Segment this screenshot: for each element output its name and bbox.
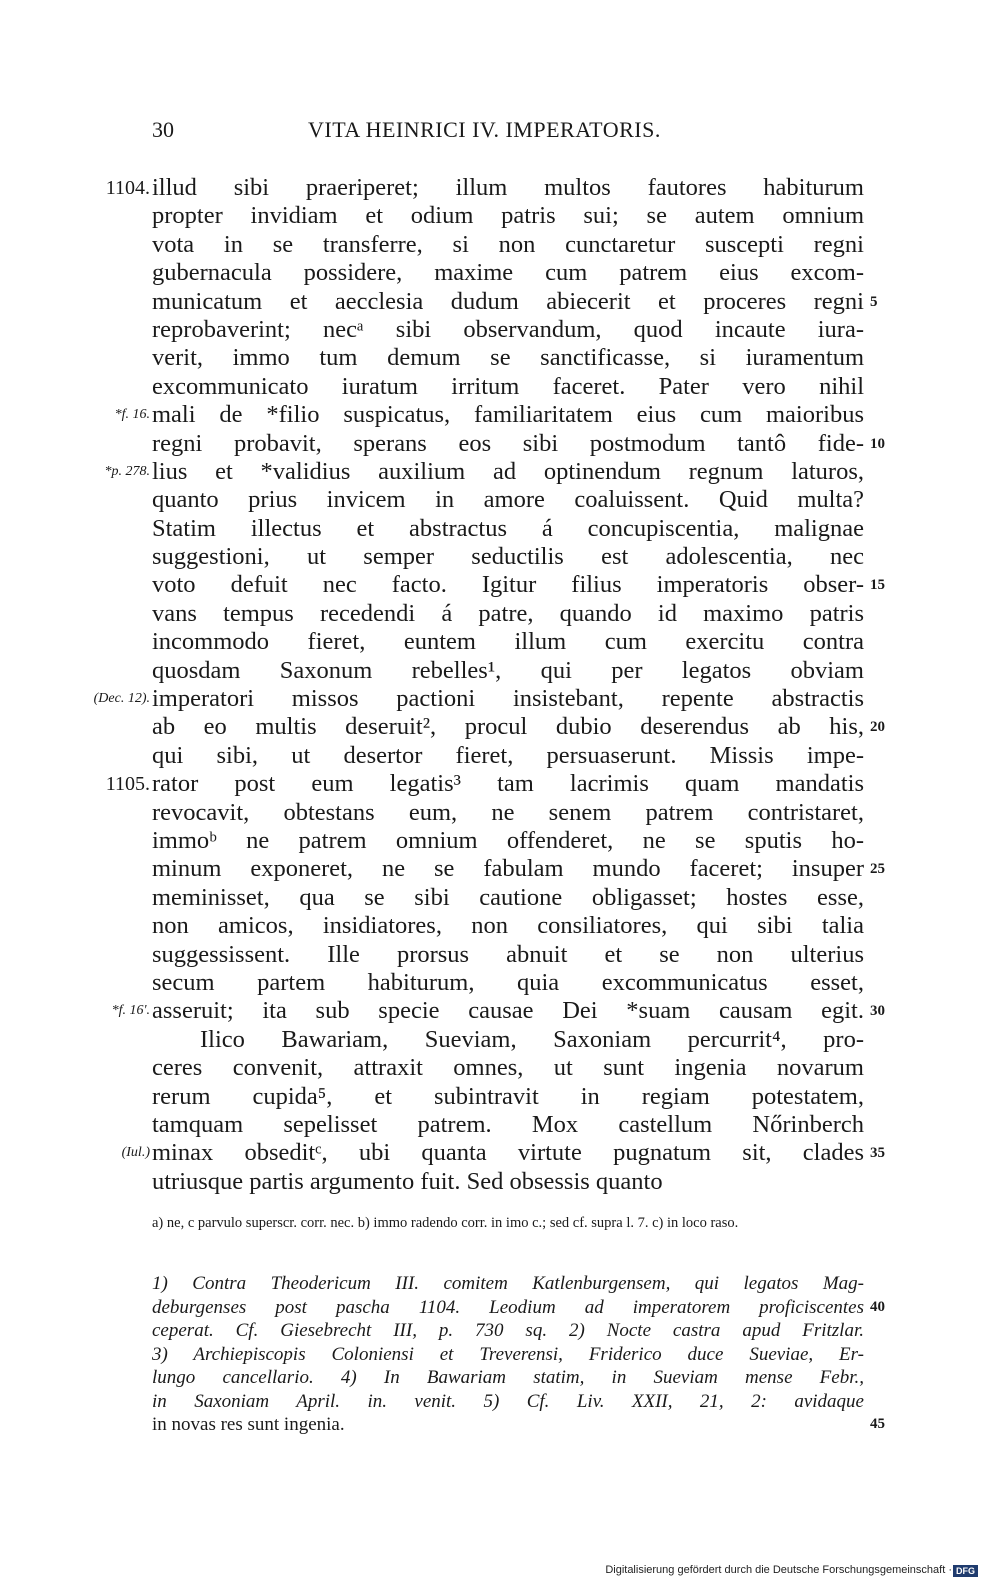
- line-text: reprobaverint; necᵃ sibi observandum, quod incaute iura-: [152, 315, 864, 343]
- text-line: [0, 1054, 1000, 1082]
- text-line: [0, 344, 1000, 372]
- line-text: Statim illectus et abstractus á concupiscentia, malignae: [152, 514, 864, 542]
- footnote-text: in Saxoniam April. in. venit. 5) Cf. Liv. XXII, 21, 2: avidaque: [152, 1390, 864, 1412]
- line-number: 45: [870, 1416, 885, 1432]
- line-text: gubernacula possidere, maxime cum patrem eius excom-: [152, 259, 864, 287]
- line-text: verit, immo tum demum se sanctificasse, si iuramentum: [152, 344, 864, 372]
- text-line: [0, 600, 1000, 628]
- text-line: [0, 799, 1000, 827]
- footnotes: [0, 1272, 1000, 1437]
- text-line: [0, 571, 1000, 599]
- margin-note: (Iul.): [121, 1145, 150, 1161]
- line-number: 25: [870, 861, 885, 878]
- text-line: [0, 969, 1000, 997]
- line-number: 35: [870, 1145, 885, 1162]
- text-line: [0, 316, 1000, 344]
- footnote-line: [0, 1272, 1000, 1296]
- text-line: [0, 1083, 1000, 1111]
- line-text: tamquam sepelisset patrem. Mox castellum Nőrinberch: [152, 1110, 864, 1138]
- footnote-line: [0, 1319, 1000, 1343]
- margin-note: 1104.: [105, 177, 150, 199]
- text-line: [0, 941, 1000, 969]
- line-number: 15: [870, 577, 885, 594]
- text-line: [0, 1139, 1000, 1167]
- line-text: suggestioni, ut semper seductilis est adolescentia, nec: [152, 543, 864, 571]
- line-number: 5: [870, 293, 878, 310]
- line-text: mali de *filio suspicatus, familiaritatem eius cum maioribus: [152, 401, 864, 429]
- footnote-text: 1) Contra Theodericum III. comitem Katlenburgensem, qui legatos Mag-: [152, 1273, 864, 1294]
- line-text: municatum et aecclesia dudum abiecerit et proceres regni: [152, 287, 864, 315]
- digitization-credit: Digitalisierung gefördert durch die Deutsche Forschungsgemeinschaft ·: [605, 1564, 952, 1576]
- footnote-line: [0, 1366, 1000, 1390]
- line-text: lius et *validius auxilium ad optinendum regnum laturos,: [152, 457, 864, 485]
- footnote-text: in novas res sunt ingenia.: [152, 1414, 345, 1435]
- critical-apparatus: a) ne, c parvulo superscr. corr. nec. b) immo radendo corr. in imo c.; sed cf. supra l. 7. c) in loco raso.: [152, 1215, 739, 1231]
- line-text: qui sibi, ut desertor fieret, persuaserunt. Missis impe-: [152, 741, 864, 769]
- text-line: [0, 685, 1000, 713]
- dfg-logo: DFG: [953, 1565, 978, 1577]
- text-line: [0, 288, 1000, 316]
- margin-note: *p. 278.: [104, 463, 150, 479]
- margin-note: *f. 16'.: [111, 1003, 150, 1019]
- text-line: [0, 628, 1000, 656]
- line-text: vota in se transferre, si non cunctaretur suscepti regni: [152, 230, 864, 258]
- text-line: [0, 713, 1000, 741]
- text-line: [0, 543, 1000, 571]
- text-line: [0, 174, 1000, 202]
- text-line: [0, 1026, 1000, 1054]
- text-line: [0, 997, 1000, 1025]
- line-text: incommodo fieret, euntem illum cum exercitu contra: [152, 628, 864, 656]
- text-line: [0, 486, 1000, 514]
- line-text: suggessissent. Ille prorsus abnuit et se non ulterius: [152, 940, 864, 968]
- footnote-text: 3) Archiepiscopis Coloniensi et Treverensi, Friderico duce Sueviae, Er-: [152, 1343, 864, 1365]
- footnote-line: [0, 1390, 1000, 1414]
- line-text: vans tempus recedendi á patre, quando id maximo patris: [152, 599, 864, 627]
- line-text: quanto prius invicem in amore coaluissent. Quid multa?: [152, 486, 864, 514]
- line-text: non amicos, insidiatores, non consiliatores, qui sibi talia: [152, 912, 864, 940]
- text-line: [0, 373, 1000, 401]
- text-line: [0, 1111, 1000, 1139]
- line-text: quosdam Saxonum rebelles¹, qui per legatos obviam: [152, 656, 864, 684]
- margin-note: (Dec. 12).: [93, 691, 150, 707]
- line-text: Ilico Bawariam, Sueviam, Saxoniam percurrit⁴, pro-: [200, 1025, 864, 1053]
- line-number: 40: [870, 1298, 885, 1315]
- line-text: ab eo multis deseruit², procul dubio deserendus ab his,: [152, 713, 864, 741]
- text-line: [0, 1168, 1000, 1196]
- line-number: 30: [870, 1003, 885, 1020]
- line-text: minax obseditᶜ, ubi quanta virtute pugnatum sit, clades: [152, 1139, 864, 1167]
- footnote-line: [0, 1296, 1000, 1320]
- line-text: ceres convenit, attraxit omnes, ut sunt ingenia novarum: [152, 1054, 864, 1082]
- text-line: [0, 657, 1000, 685]
- running-title: VITA HEINRICI IV. IMPERATORIS.: [308, 117, 661, 142]
- text-line: [0, 770, 1000, 798]
- footnote-line: [0, 1413, 1000, 1437]
- text-line: [0, 515, 1000, 543]
- footnote-text: lungo cancellario. 4) In Bawariam statim, in Sueviam mense Febr.,: [152, 1367, 864, 1388]
- line-text: asseruit; ita sub specie causae Dei *suam causam egit.: [152, 997, 864, 1025]
- line-text: rerum cupida⁵, et subintravit in regiam potestatem,: [152, 1082, 864, 1110]
- text-line: [0, 202, 1000, 230]
- line-number: 20: [870, 719, 885, 736]
- text-line: [0, 742, 1000, 770]
- text-line: [0, 231, 1000, 259]
- text-line: [0, 401, 1000, 429]
- line-text: imperatori missos pactioni insistebant, repente abstractis: [152, 685, 864, 713]
- text-line: [0, 855, 1000, 883]
- text-line: [0, 912, 1000, 940]
- line-text: voto defuit nec facto. Igitur filius imperatoris obser-: [152, 571, 864, 599]
- line-text: regni probavit, sperans eos sibi postmodum tantô fide-: [152, 429, 864, 457]
- margin-note: 1105.: [105, 773, 150, 796]
- page-number: 30: [152, 117, 174, 142]
- main-text: [0, 174, 1000, 1196]
- text-line: [0, 827, 1000, 855]
- line-text: propter invidiam et odium patris sui; se autem omnium: [152, 202, 864, 230]
- line-text: minum exponeret, ne se fabulam mundo faceret; insuper: [152, 855, 864, 883]
- line-text: meminisset, qua se sibi cautione obligasset; hostes esse,: [152, 883, 864, 911]
- line-text: rator post eum legatis³ tam lacrimis quam mandatis: [152, 770, 864, 798]
- line-text: illud sibi praeriperet; illum multos fautores habiturum: [152, 174, 864, 201]
- line-text: immoᵇ ne patrem omnium offenderet, ne se sputis ho-: [152, 826, 864, 854]
- text-line: [0, 430, 1000, 458]
- text-line: [0, 458, 1000, 486]
- line-number: 10: [870, 435, 885, 452]
- line-text: utriusque partis argumento fuit. Sed obsessis quanto: [152, 1167, 663, 1195]
- margin-note: *f. 16.: [114, 407, 150, 423]
- text-line: [0, 884, 1000, 912]
- footnote-text: ceperat. Cf. Giesebrecht III, p. 730 sq. 2) Nocte castra apud Fritzlar.: [152, 1320, 864, 1341]
- text-line: [0, 259, 1000, 287]
- footnote-text: deburgenses post pascha 1104. Leodium ad imperatorem proficiscentes: [152, 1296, 864, 1318]
- line-text: secum partem habiturum, quia excommunicatus esset,: [152, 968, 864, 996]
- line-text: excommunicato iuratum irritum faceret. Pater vero nihil: [152, 372, 864, 400]
- line-text: revocavit, obtestans eum, ne senem patrem contristaret,: [152, 798, 864, 826]
- footnote-line: [0, 1343, 1000, 1367]
